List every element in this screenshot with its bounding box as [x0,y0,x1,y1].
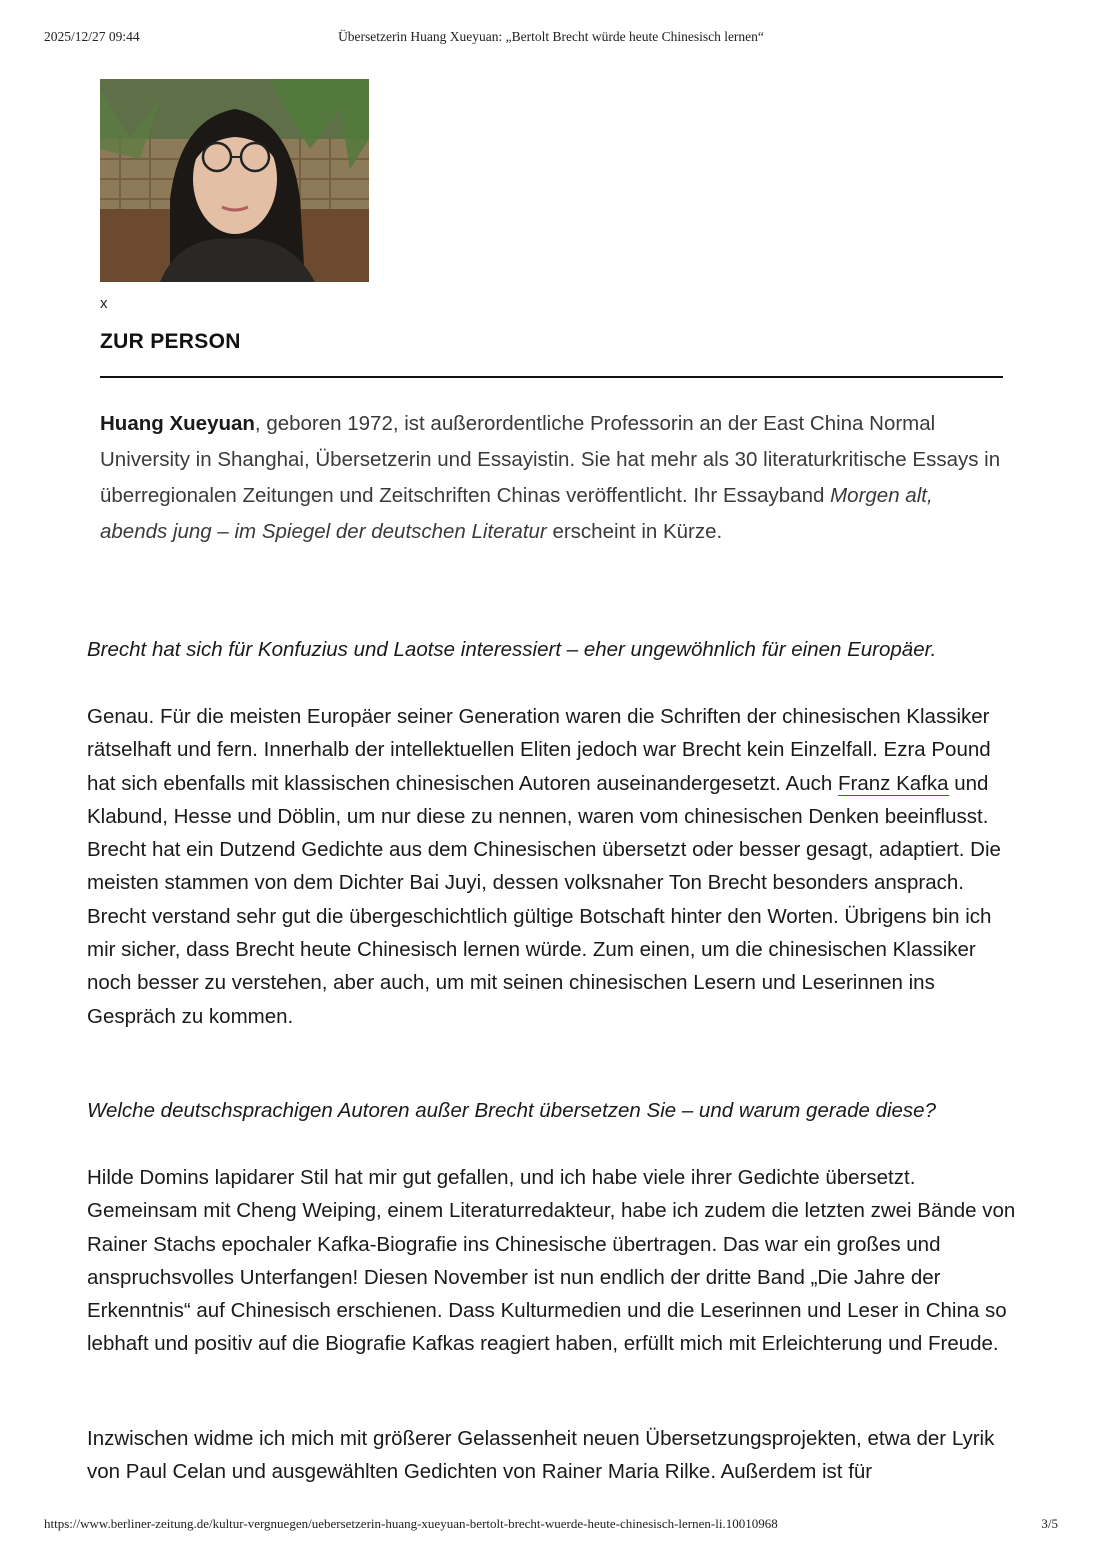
answer-1-text-after-link: und Klabund, Hesse und Döblin, um nur diese zu nennen, waren vom chinesischen Denken beeinflusst. Brecht hat ein Dutzend Gedichte aus dem Chinesischen übersetzt oder besser gesagt, adaptiert. Die meisten stammen von dem Dichter Bai Juyi, dessen volksnaher Ton Brecht besonders ansprach. Brecht verstand sehr gut die übergeschichtlich gültige Botschaft hinter den Worten. Übrigens bin ich mir sicher, dass Brecht heute Chinesisch lernen würde. Zum einen, um die chinesischen Klassiker noch besser zu verstehen, aber auch, um mit seinen chinesischen Lesern und Leserinnen ins Gespräch zu kommen. [87,771,1001,1028]
interview-question-1: Brecht hat sich für Konfuzius und Laotse interessiert – eher ungewöhnlich für einen Europäer. [87,638,937,661]
portrait-photo [100,79,369,282]
bio-book-title: Morgen alt, abends jung – im Spiegel der deutschen Literatur [100,484,933,543]
bio-text-2: erscheint in Kürze. [546,520,723,543]
franz-kafka-link[interactable]: Franz Kafka [837,771,949,795]
heading-divider [100,376,1003,378]
interview-question-2: Welche deutschsprachigen Autoren außer Brecht übersetzen Sie – und warum gerade diese? [87,1099,936,1122]
bio-name: Huang Xueyuan [100,412,255,435]
interview-answer-3: Inzwischen widme ich mich mit größerer Gelassenheit neuen Übersetzungsprojekten, etwa der Lyrik von Paul Celan und ausgewählten Gedichten von Rainer Maria Rilke. Außerdem ist für [87,1427,995,1484]
interview-answer-1 [87,700,1022,1033]
print-title: Übersetzerin Huang Xueyuan: „Bertolt Brecht würde heute Chinesisch lernen“ [338,29,764,44]
print-date: 2025/12/27 09:44 [44,29,140,44]
interview-answer-2: Hilde Domins lapidarer Stil hat mir gut gefallen, und ich habe viele ihrer Gedichte übersetzt. Gemeinsam mit Cheng Weiping, einem Literaturredakteur, habe ich zudem die letzten zwei Bände von Rainer Stachs epochaler Kafka-Biografie ins Chinesische übertragen. Das war ein großes und anspruchsvolles Unterfangen! Diesen November ist nun endlich der dritte Band „Die Jahre der Erkenntnis“ auf Chinesisch erschienen. Dass Kulturmedien und die Leserinnen und Leser in China so lebhaft und positiv auf die Biografie Kafkas reagiert haben, erfüllt mich mit Erleichterung und Freude. [87,1166,1016,1356]
print-footer [0,1516,1102,1536]
print-header [0,29,1102,49]
person-bio [100,406,1005,550]
page-number: 3/5 [1041,1516,1058,1531]
answer-1-text-before-link: Genau. Für die meisten Europäer seiner Generation waren die Schriften der chinesischen Klassiker rätselhaft und fern. Innerhalb der intellektuellen Eliten jedoch war Brecht kein Einzelfall. Ezra Pound hat sich ebenfalls mit klassischen chinesischen Autoren auseinandergesetzt. Auch [87,705,991,795]
close-button[interactable]: x [100,295,108,312]
person-box-heading: ZUR PERSON [100,330,241,353]
print-url: https://www.berliner-zeitung.de/kultur-vergnuegen/uebersetzerin-huang-xueyuan-bertolt-brecht-wuerde-heute-chinesisch-lernen-li.10010968 [44,1516,778,1531]
bio-text-1: , geboren 1972, ist außerordentliche Professorin an der East China Normal University in Shanghai, Übersetzerin und Essayistin. Sie hat mehr als 30 literaturkritische Essays in überregionalen Zeitungen und Zeitschriften Chinas veröffentlicht. Ihr Essayband [100,412,1001,507]
